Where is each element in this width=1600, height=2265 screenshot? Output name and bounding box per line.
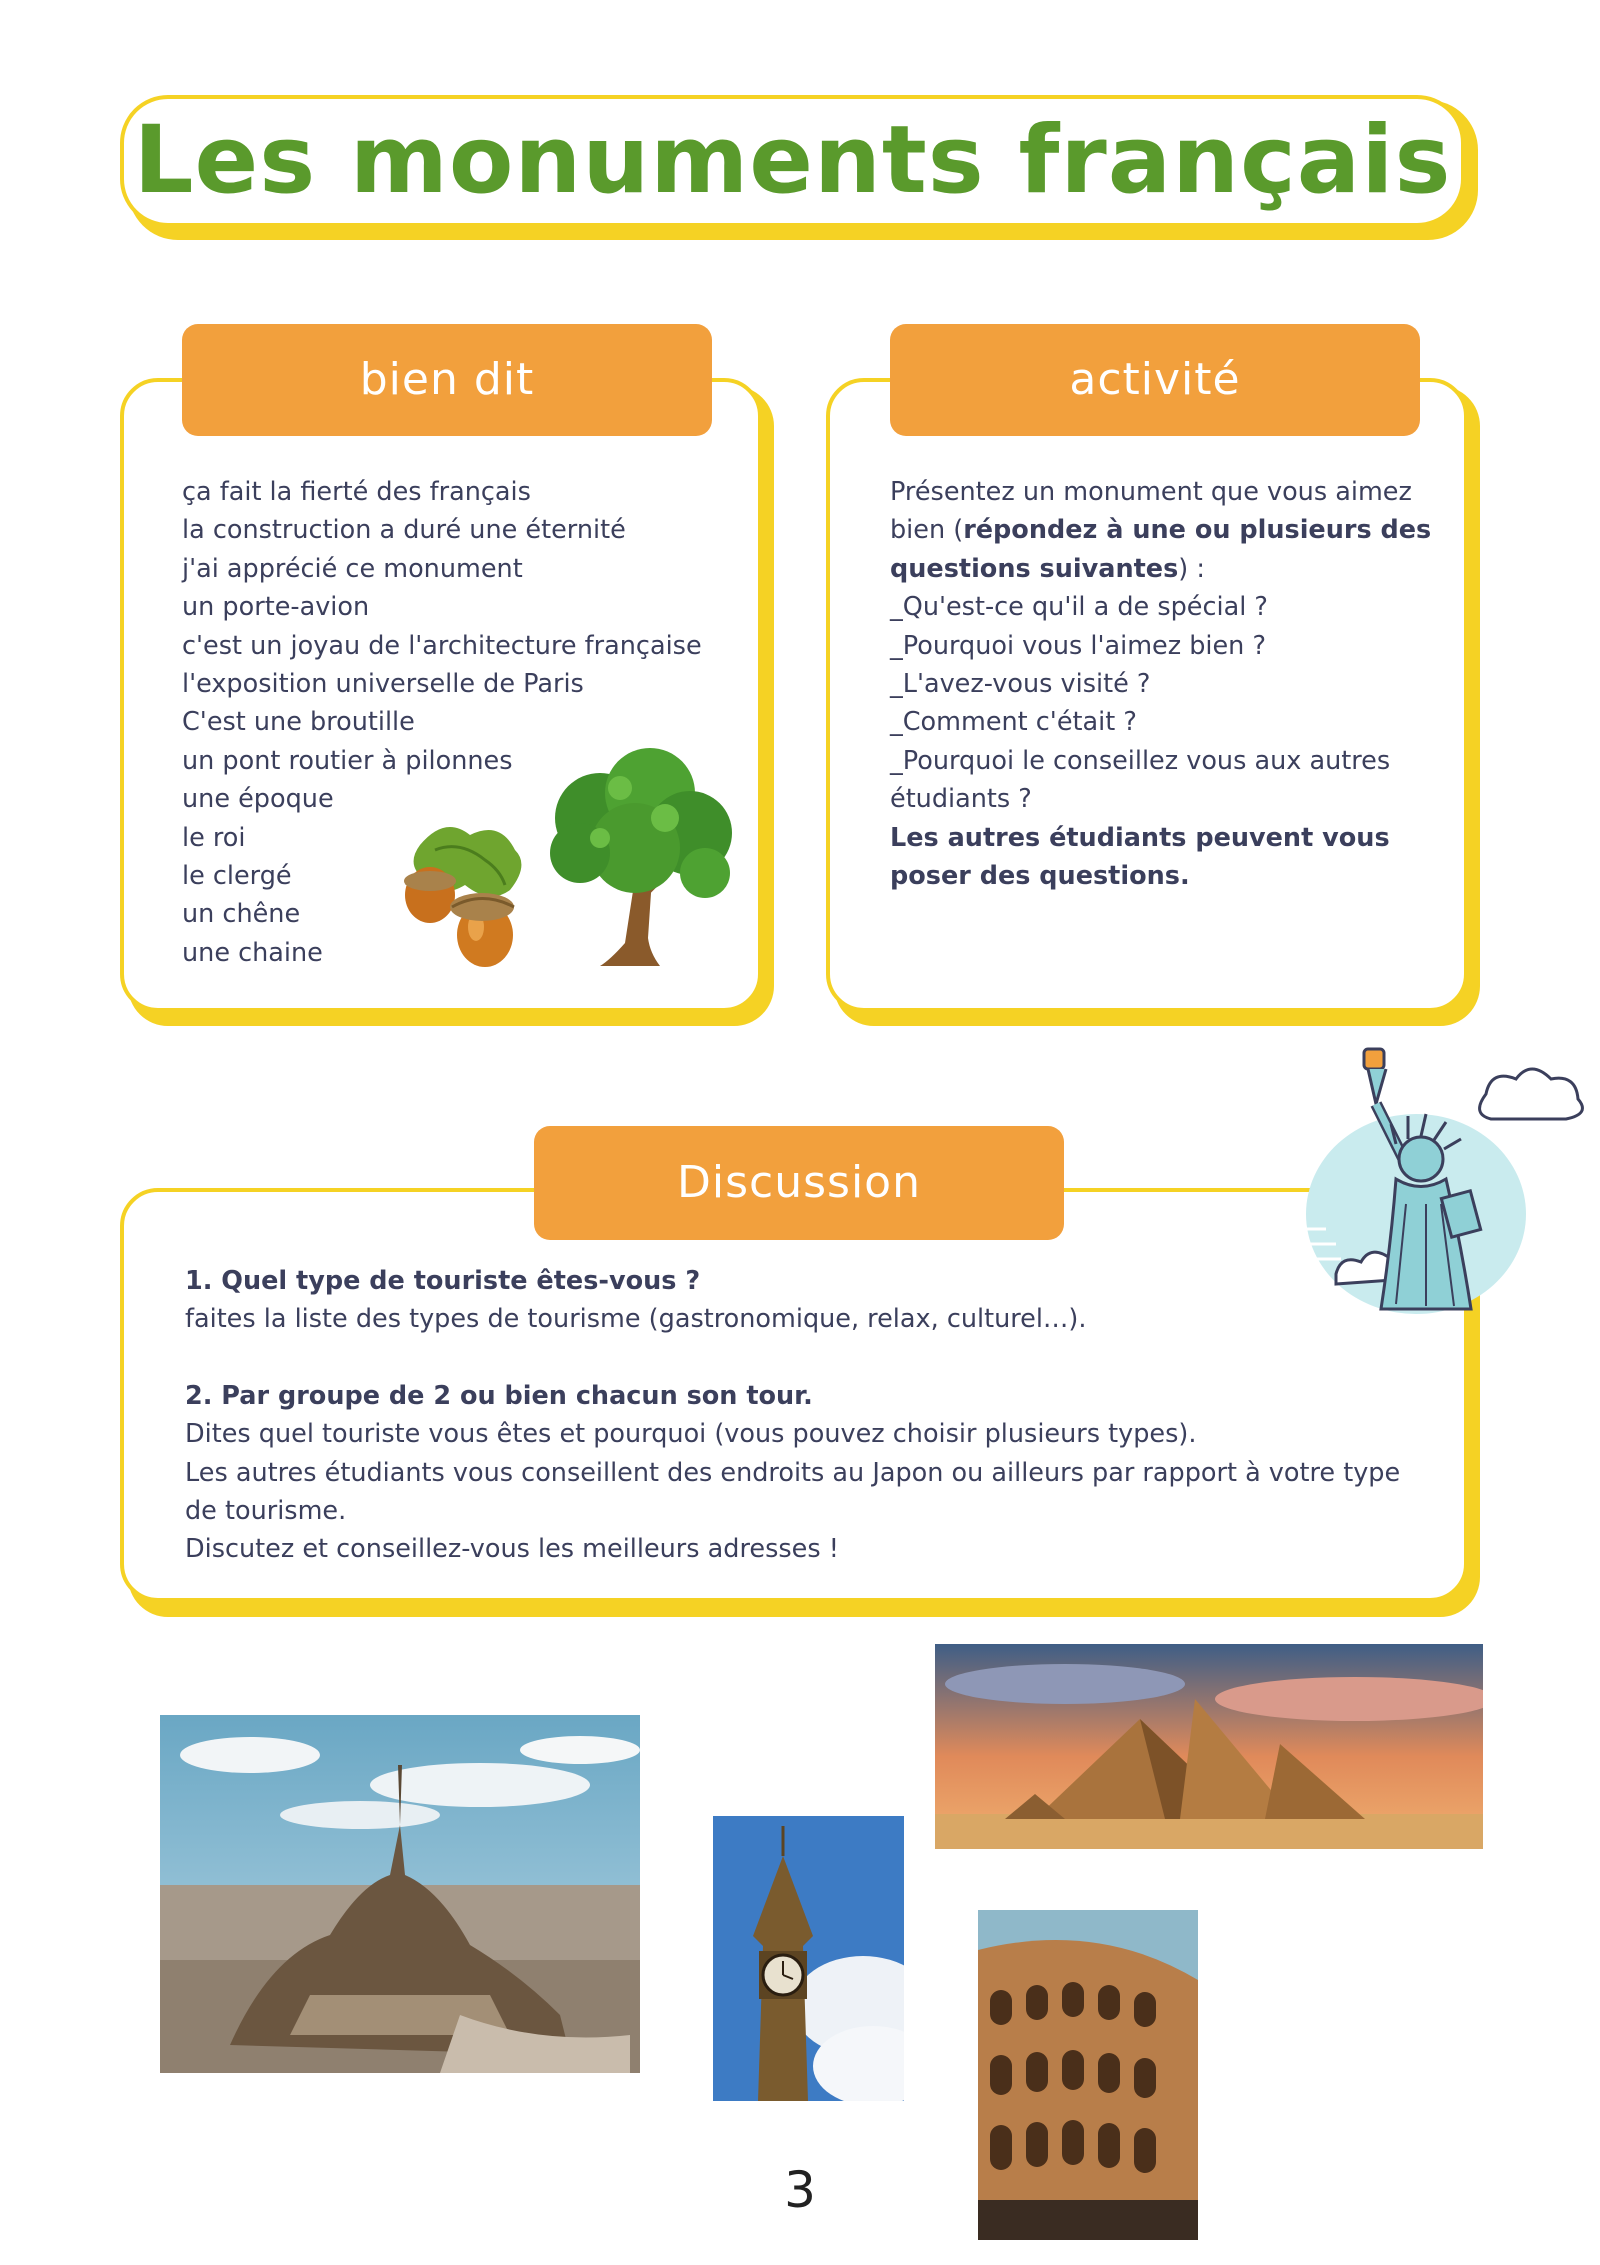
- list-item: l'exposition universelle de Paris: [182, 669, 584, 700]
- spacer: [185, 1339, 1415, 1377]
- activite-closing: Les autres étudiants peuvent vous poser des questions.: [890, 822, 1390, 892]
- mont-saint-michel-photo: [160, 1715, 640, 2073]
- list-item: j'ai apprécié ce monument: [182, 553, 523, 584]
- list-item: une époque: [182, 784, 334, 815]
- list-item: c'est un joyau de l'architecture française: [182, 630, 702, 661]
- activite-intro-text: Présentez un monument que vous aimez bien (: [890, 477, 1412, 546]
- colosseum-photo: [978, 1910, 1198, 2240]
- activite-question: _L'avez-vous visité ?: [890, 669, 1151, 700]
- activite-question: _Comment c'était ?: [890, 707, 1137, 738]
- activite-question: _Pourquoi le conseillez vous aux autres étudiants ?: [890, 745, 1391, 815]
- page-number: 3: [784, 2161, 816, 2219]
- list-item: la construction a duré une éternité: [182, 515, 626, 546]
- list-item: une chaine: [182, 937, 323, 968]
- activite-intro: [890, 473, 1445, 588]
- list-item: le clergé: [182, 861, 292, 892]
- activite-intro-bold: répondez à une ou plusieurs des questions suivantes: [890, 515, 1432, 584]
- pyramids-photo: [935, 1644, 1483, 1849]
- list-item: un chêne: [182, 899, 301, 930]
- acorn-illustration: [390, 815, 540, 975]
- list-item: le roi: [182, 822, 246, 853]
- tree-illustration: [540, 748, 740, 973]
- list-item: C'est une broutille: [182, 707, 415, 738]
- activite-question: _Qu'est-ce qu'il a de spécial ?: [890, 592, 1268, 623]
- page-title: Les monuments français: [133, 106, 1452, 215]
- list-item: un porte-avion: [182, 592, 370, 623]
- discussion-line: Discutez et conseillez-vous les meilleurs adresses !: [185, 1534, 839, 1565]
- list-item: un pont routier à pilonnes: [182, 745, 513, 776]
- discussion-line: Les autres étudiants vous conseillent des endroits au Japon ou ailleurs par rapport à votre type de tourisme.: [185, 1457, 1401, 1527]
- activite-intro-end: ) :: [1178, 553, 1205, 584]
- discussion-q1-title: 1. Quel type de touriste êtes-vous ?: [185, 1266, 701, 1296]
- discussion-q2-title: 2. Par groupe de 2 ou bien chacun son tour.: [185, 1380, 813, 1411]
- discussion-heading: Discussion: [534, 1126, 1064, 1240]
- activite-body: [890, 473, 1445, 895]
- discussion-line: Dites quel touriste vous êtes et pourquoi (vous pouvez choisir plusieurs types).: [185, 1419, 1197, 1450]
- discussion-body: [185, 1262, 1415, 1569]
- activite-question: _Pourquoi vous l'aimez bien ?: [890, 630, 1266, 661]
- big-ben-photo: [713, 1816, 904, 2101]
- list-item: ça fait la fierté des français: [182, 477, 531, 507]
- statue-of-liberty-illustration: [1296, 1044, 1596, 1324]
- activite-heading: activité: [890, 324, 1420, 436]
- bien-dit-heading: bien dit: [182, 324, 712, 436]
- discussion-q1-text: faites la liste des types de tourisme (gastronomique, relax, culturel…).: [185, 1304, 1087, 1335]
